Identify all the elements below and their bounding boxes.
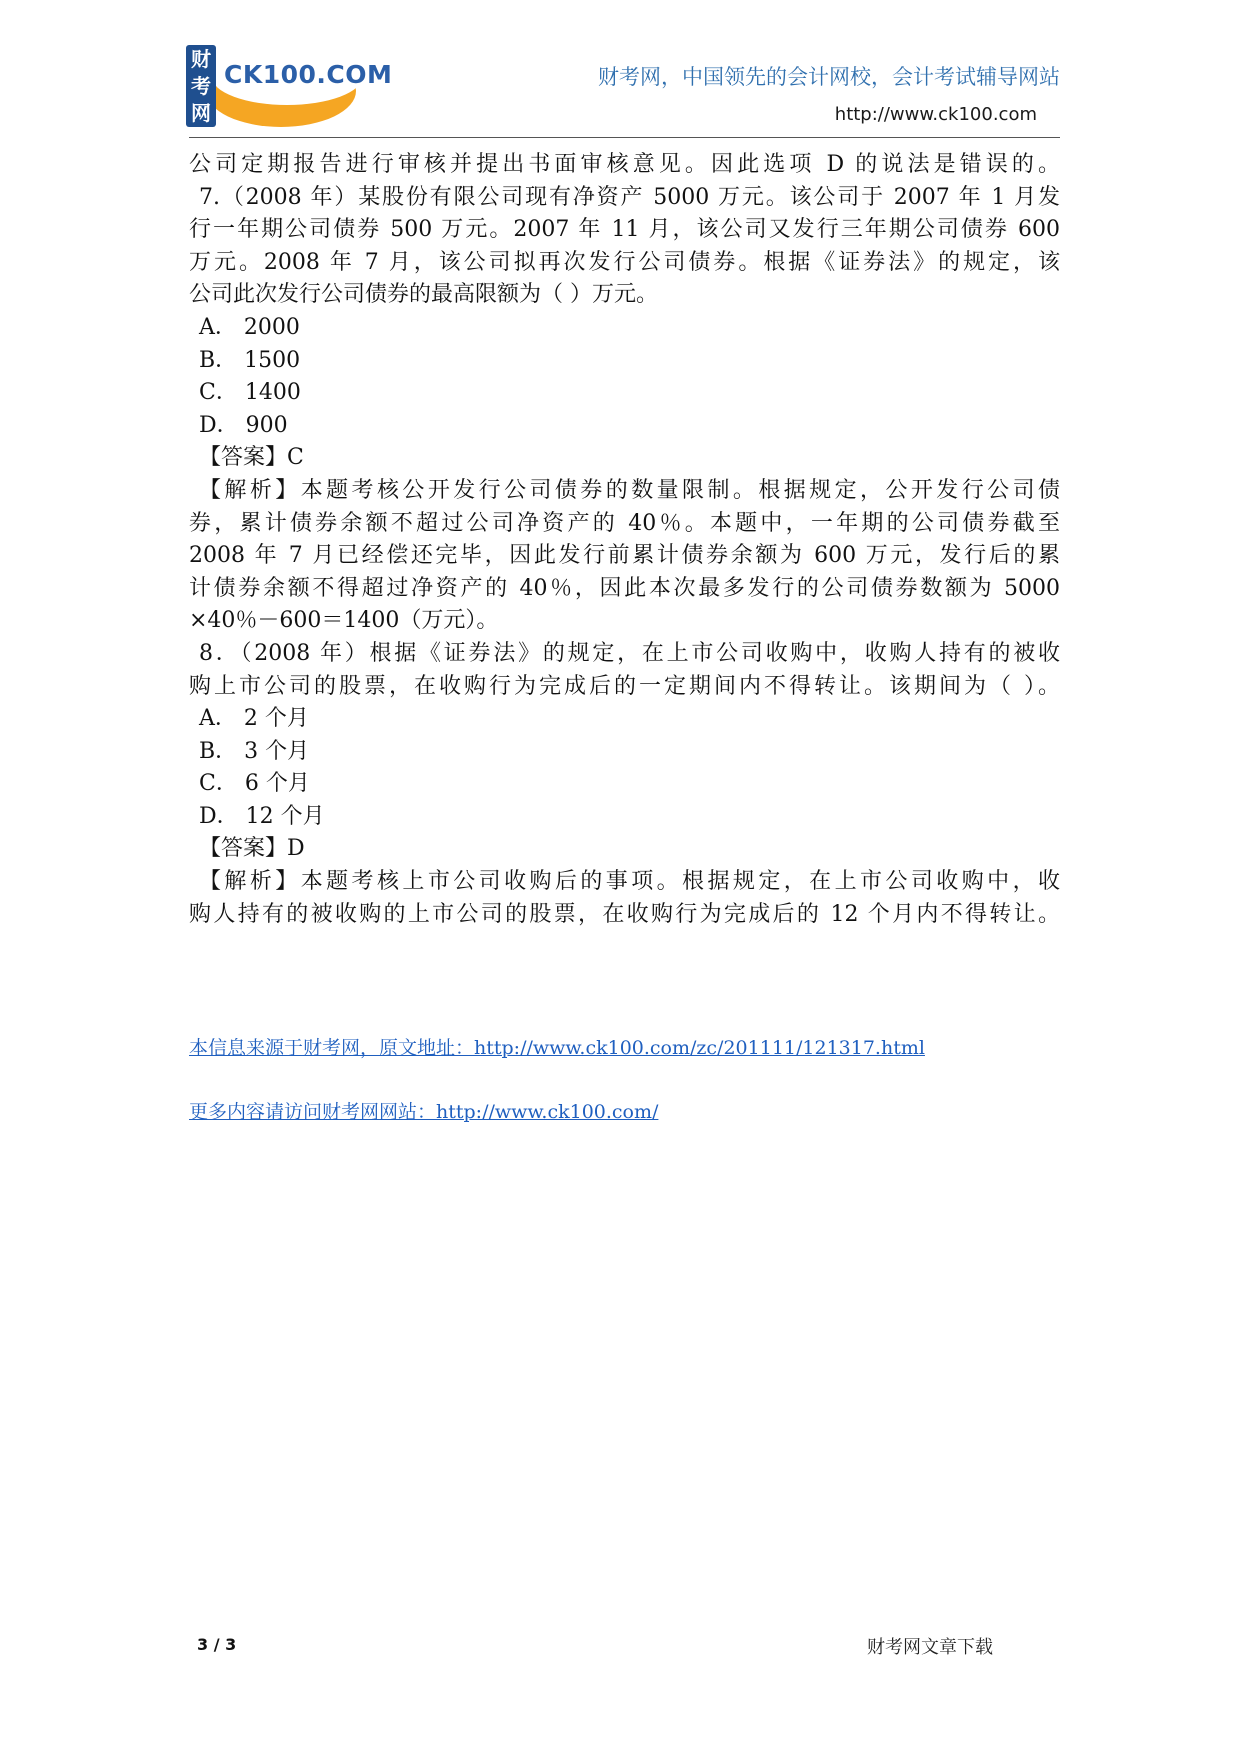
logo-badge-char: 考 [191, 73, 211, 98]
document-body [189, 149, 1060, 931]
text-line: 2008 年 7 月已经偿还完毕，因此发行前累计债券余额为 600 万元，发行后的累 [189, 543, 1060, 569]
option-d: D． 12 个月 [199, 803, 325, 829]
answer-line: 【答案】D [199, 836, 305, 862]
text-line: 万元。2008 年 7 月，该公司拟再次发行公司债券。根据《证券法》的规定，该 [189, 249, 1060, 275]
text-line: 购人持有的被收购的上市公司的股票，在收购行为完成后的 12 个月内不得转让。 [189, 901, 1060, 927]
option-d: D． 900 [199, 412, 288, 438]
option-a: A． 2 个月 [199, 706, 309, 732]
option-c: C． 6 个月 [199, 771, 310, 797]
option-b: B． 3 个月 [199, 738, 310, 764]
header-divider [189, 137, 1060, 138]
analysis-line: 【解析】本题考核上市公司收购后的事项。根据规定，在上市公司收购中，收 [199, 869, 1060, 895]
text-line: 行一年期公司债券 500 万元。2007 年 11 月，该公司又发行三年期公司债券 600 [189, 217, 1060, 243]
page-number: 3 / 3 [197, 1635, 237, 1654]
logo-badge-char: 网 [191, 101, 211, 126]
source-link[interactable]: 本信息来源于财考网，原文地址：http://www.ck100.com/zc/201111/121317.html [189, 1037, 925, 1059]
text-line: 计债券余额不得超过净资产的 40％，因此本次最多发行的公司债券数额为 5000 [189, 575, 1060, 601]
answer-line: 【答案】C [199, 445, 304, 471]
question-8-line: 8．（2008 年）根据《证券法》的规定，在上市公司收购中，收购人持有的被收 [199, 640, 1060, 666]
text-line: ×40％－600＝1400（万元）。 [189, 608, 499, 634]
text-line: 公司此次发行公司债券的最高限额为（ ）万元。 [189, 282, 658, 308]
text-line: 购上市公司的股票，在收购行为完成后的一定期间内不得转让。该期间为（ ）。 [189, 673, 1060, 699]
logo-badge [186, 45, 216, 127]
option-c: C． 1400 [199, 380, 301, 406]
footer-site-label: 财考网文章下载 [867, 1637, 993, 1658]
ck100-logo [186, 45, 393, 130]
logo-badge-char: 财 [191, 46, 211, 71]
header-tagline: 财考网，中国领先的会计网校，会计考试辅导网站 [598, 65, 1060, 89]
question-7-line: 7.（2008 年）某股份有限公司现有净资产 5000 万元。该公司于 2007 年 1 月发 [199, 184, 1060, 210]
header-url: http://www.ck100.com [834, 104, 1037, 125]
logo-text: CK100.COM [224, 60, 393, 89]
text-line: 公司定期报告进行审核并提出书面审核意见。因此选项 D 的说法是错误的。 [189, 152, 1060, 177]
text-line: 券，累计债券余额不超过公司净资产的 40％。本题中，一年期的公司债券截至 [189, 510, 1060, 536]
analysis-line: 【解析】本题考核公开发行公司债券的数量限制。根据规定，公开发行公司债 [199, 477, 1060, 503]
more-content-link[interactable]: 更多内容请访问财考网网站：http://www.ck100.com/ [189, 1101, 659, 1123]
option-a: A． 2000 [199, 314, 300, 340]
option-b: B． 1500 [199, 347, 301, 373]
